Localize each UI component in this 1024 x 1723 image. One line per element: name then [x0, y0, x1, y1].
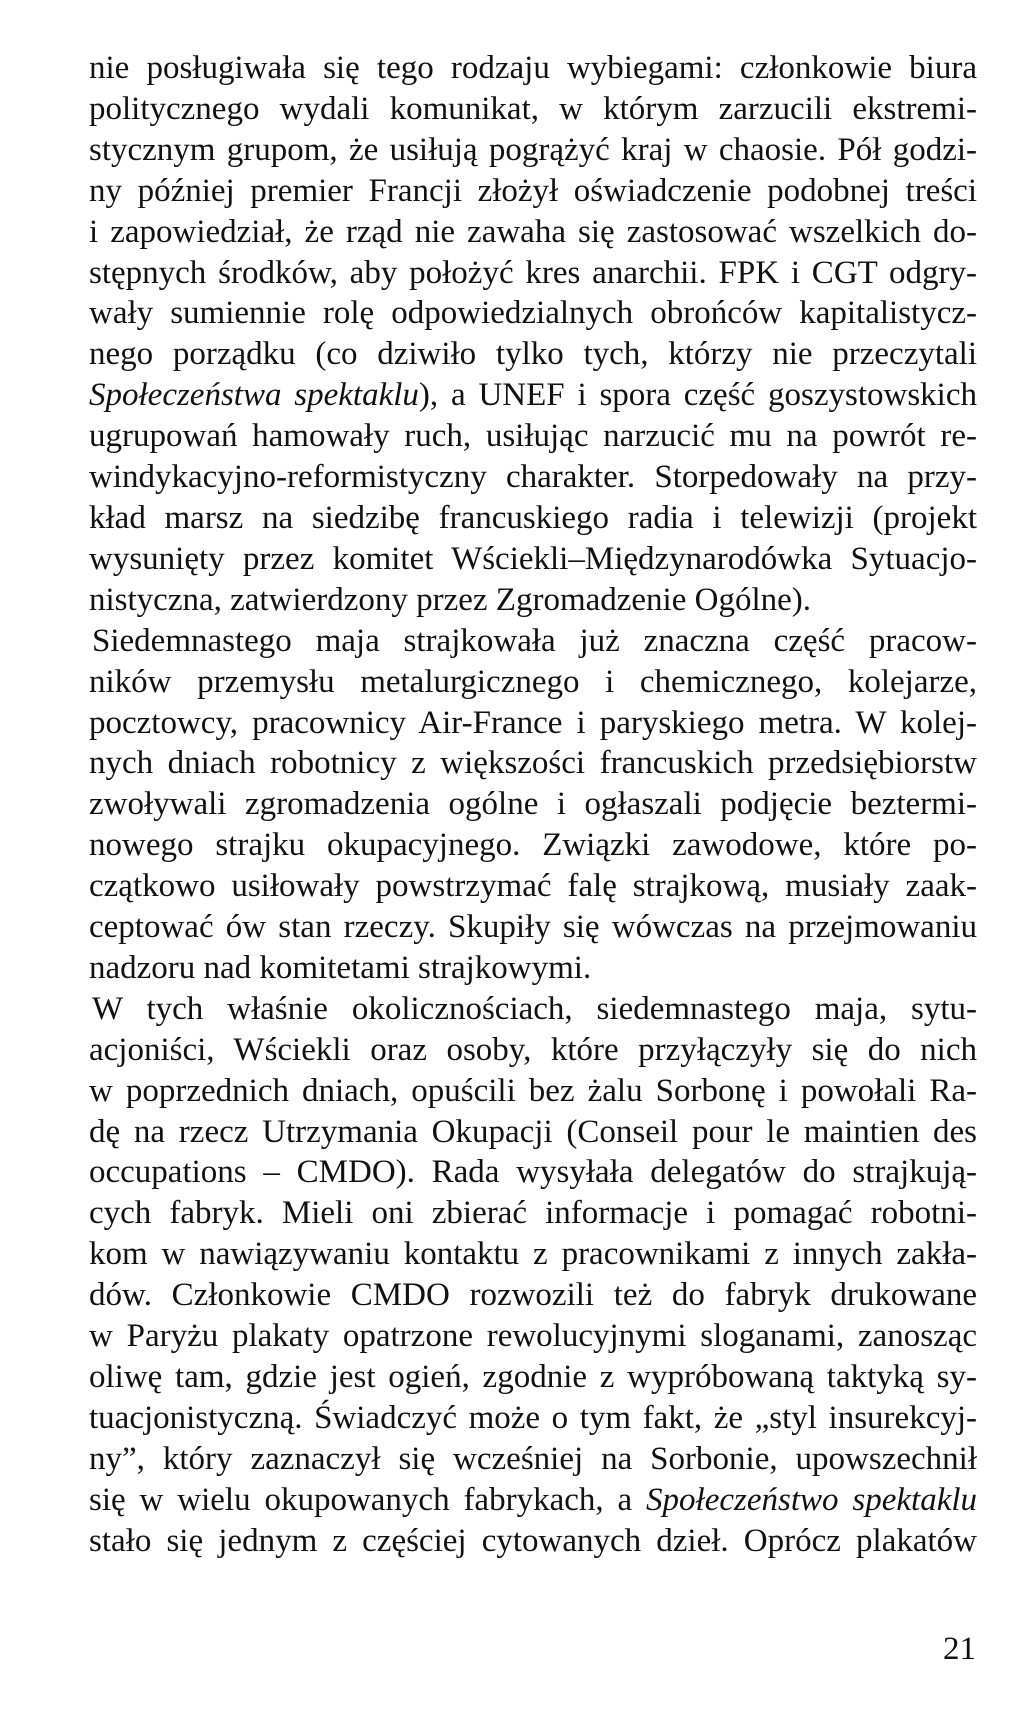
text-line: nych dniach robotnicy z większości francuskich przedsiębiorstw [89, 745, 977, 782]
text-line: nadzoru nad komitetami strajkowymi. [89, 949, 592, 986]
text-line: ny”, który zaznaczył się wcześniej na Sorbonie, upowszechnił [89, 1440, 977, 1477]
document-page [89, 48, 977, 1562]
text-line: ugrupowań hamowały ruch, usiłując narzucić mu na powrót re- [89, 418, 977, 455]
text-line: ników przemysłu metalurgicznego i chemicznego, kolejarze, [89, 663, 977, 700]
text-line: kład marsz na siedzibę francuskiego radia i telewizji (projekt [89, 499, 977, 536]
text-line: dów. Członkowie CMDO rozwozili też do fabryk drukowane [89, 1277, 977, 1314]
text-line-rest: ), a UNEF i spora część goszystowskich [418, 377, 977, 414]
text-line: ny później premier Francji złożył oświadczenie podobnej treści [89, 172, 977, 209]
book-title-italic: Społeczeństwa spektaklu [89, 377, 419, 414]
text-line: politycznego wydali komunikat, w którym zarzucili ekstremi- [89, 90, 977, 127]
body-text [89, 48, 977, 1562]
text-line: acjoniści, Wściekli oraz osoby, które przyłączyły się do nich [89, 1031, 977, 1068]
text-line: tuacjonistyczną. Świadczyć może o tym fakt, że „styl insurekcyj- [89, 1399, 977, 1436]
text-line: czątkowo usiłowały powstrzymać falę strajkową, musiały zaak- [89, 868, 977, 905]
text-line: W tych właśnie okolicznościach, siedemnastego maja, sytu- [92, 990, 977, 1027]
text-line: pocztowcy, pracownicy Air-France i paryskiego metra. W kolej- [89, 704, 977, 741]
text-line: stępnych środków, aby położyć kres anarchii. FPK i CGT odgry- [89, 254, 977, 291]
text-line: dę na rzecz Utrzymania Okupacji (Conseil pour le maintien des [89, 1113, 977, 1150]
text-line: zwoływali zgromadzenia ogólne i ogłaszali podjęcie beztermi- [89, 786, 977, 823]
text-line [89, 375, 977, 416]
page-number: 21 [943, 1631, 976, 1667]
text-line: w Paryżu plakaty opatrzone rewolucyjnymi sloganami, zanosząc [89, 1318, 977, 1355]
text-line: w poprzednich dniach, opuścili bez żalu Sorbonę i powołali Ra- [89, 1072, 977, 1109]
text-line: kom w nawiązywaniu kontaktu z pracownikami z innych zakła- [89, 1236, 977, 1273]
text-line: nowego strajku okupacyjnego. Związki zawodowe, które po- [89, 827, 977, 864]
text-line: windykacyjno-reformistyczny charakter. Storpedowały na przy- [89, 459, 977, 496]
text-line: nie posługiwała się tego rodzaju wybiegami: członkowie biura [89, 50, 977, 86]
text-line: stało się jednym z częściej cytowanych dzieł. Oprócz plakatów [89, 1522, 977, 1559]
text-line [89, 1480, 977, 1521]
book-title-italic: Społeczeństwo spektaklu [646, 1481, 978, 1518]
text-line: nistyczna, zatwierdzony przez Zgromadzenie Ogólne). [89, 581, 812, 618]
text-line: ceptować ów stan rzeczy. Skupiły się wówczas na przejmowaniu [89, 909, 977, 946]
text-line: Siedemnastego maja strajkowała już znaczna część pracow- [92, 622, 977, 659]
text-line: wysunięty przez komitet Wściekli–Międzynarodówka Sytuacjo- [89, 540, 977, 577]
text-line: stycznym grupom, że usiłują pogrążyć kraj w chaosie. Pół godzi- [89, 131, 977, 168]
text-line: occupations – CMDO). Rada wysyłała delegatów do strajkują- [89, 1154, 977, 1191]
text-line: i zapowiedział, że rząd nie zawaha się zastosować wszelkich do- [89, 213, 977, 250]
text-line: oliwę tam, gdzie jest ogień, zgodnie z wypróbowaną taktyką sy- [89, 1359, 977, 1395]
text-line: cych fabryk. Mieli oni zbierać informacje i pomagać robotni- [89, 1195, 977, 1232]
text-line-start: się w wielu okupowanych fabrykach, a [89, 1481, 633, 1518]
text-line: nego porządku (co dziwiło tylko tych, którzy nie przeczytali [89, 336, 977, 373]
text-line: wały sumiennie rolę odpowiedzialnych obrońców kapitalistycz- [89, 295, 977, 332]
